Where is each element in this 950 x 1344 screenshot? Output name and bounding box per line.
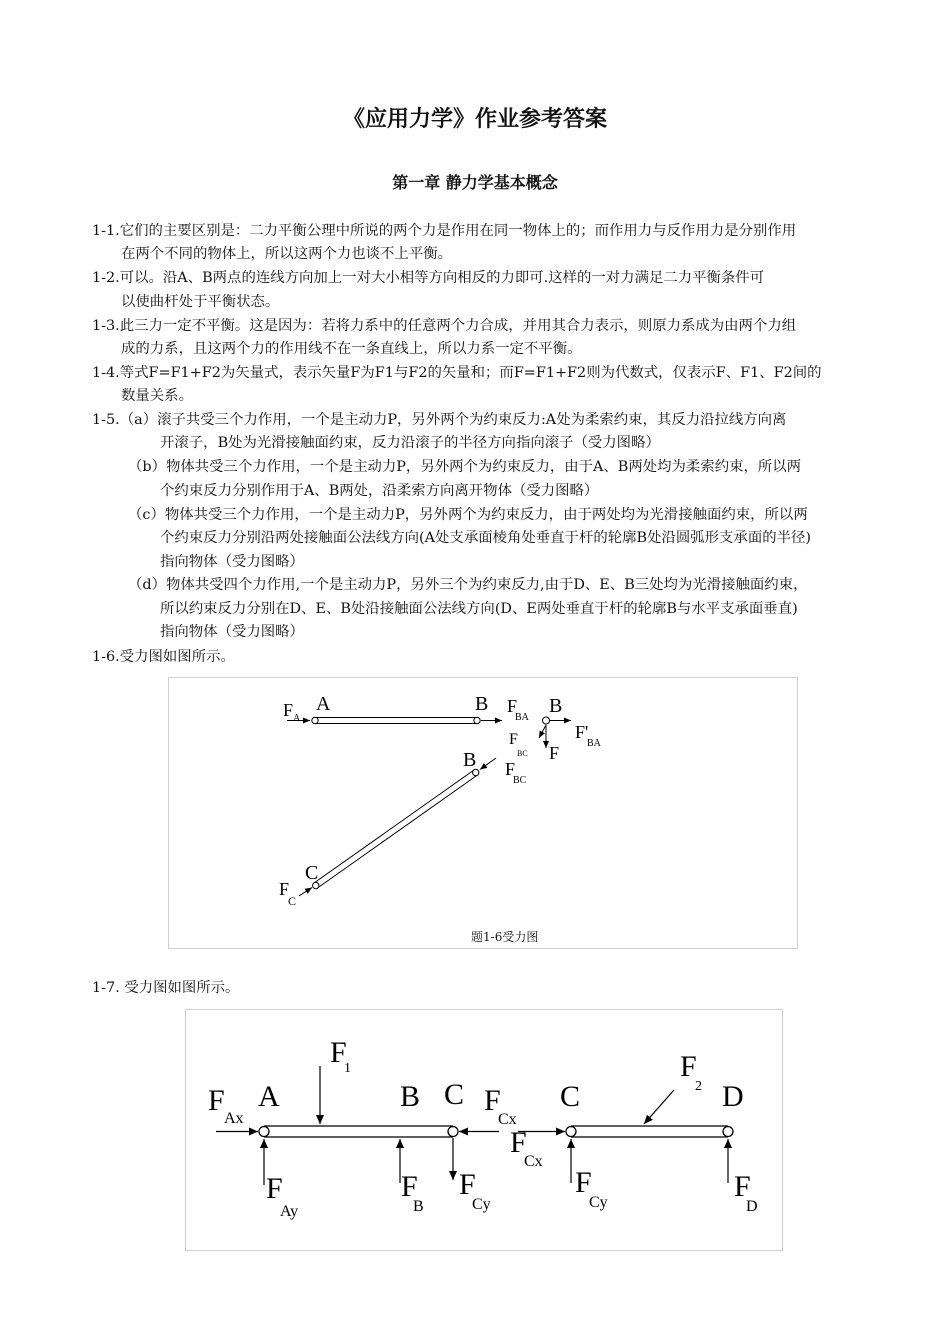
pin-b	[543, 717, 550, 724]
answer-1-5c-line-3: 指向物体（受力图略）	[160, 554, 304, 570]
force-f-label: F	[549, 743, 560, 763]
force-f2-subscript: 2	[695, 1079, 702, 1094]
force-fc-arrow	[299, 888, 312, 897]
force-fba-label: F	[507, 696, 518, 716]
force-fbc-small-label: F	[509, 731, 518, 748]
point-d-label: D	[722, 1080, 744, 1113]
force-fay-label: F	[266, 1172, 283, 1205]
figure-1-6-caption: 题1-6受力图	[471, 930, 539, 944]
point-b-label-2: B	[549, 695, 563, 717]
point-c-label-1: C	[444, 1078, 465, 1111]
force-fcy2-subscript: Cy	[589, 1194, 608, 1211]
force-fax-subscript: Ax	[224, 1110, 244, 1127]
force-fcx1-label: F	[484, 1084, 501, 1117]
force-fbc-small-arrow	[539, 725, 546, 738]
force-fd-subscript: D	[746, 1198, 758, 1215]
figure-1-7-frame	[185, 1009, 783, 1251]
force-f2-arrow	[644, 1090, 674, 1124]
figure-1-7-drawing	[186, 1010, 782, 1250]
answer-1-6-line: 1-6.受力图如图所示。	[92, 649, 235, 665]
point-b-label-3: B	[463, 749, 477, 771]
force-fc-label: F	[279, 879, 290, 899]
point-a-label: A	[258, 1080, 280, 1113]
force-fpba-label: F'	[575, 722, 589, 742]
rod-ab	[312, 717, 480, 723]
force-fay-subscript: Ay	[280, 1203, 299, 1220]
force-fa-subscript: A	[293, 713, 301, 724]
force-fc-subscript: C	[288, 894, 297, 908]
point-c-label-2: C	[560, 1080, 581, 1113]
answer-1-7-line: 1-7. 受力图如图所示。	[92, 980, 240, 996]
force-f1-label: F	[330, 1036, 347, 1069]
answer-1-3-line-1: 1-3.此三力一定不平衡。这是因为：若将力系中的任意两个力合成，并用其合力表示，则原力系成为由两个力组	[92, 318, 797, 334]
force-fcx2-subscript: Cx	[524, 1153, 543, 1170]
point-a-label: A	[316, 693, 331, 715]
answer-1-3-line-2: 成的力系，且这两个力的作用线不在一条直线上，所以力系一定不平衡。	[121, 341, 582, 357]
figure-1-6-drawing	[169, 678, 797, 948]
answer-1-2-line-2: 以使曲杆处于平衡状态。	[121, 294, 280, 310]
force-fa-label: F	[283, 700, 294, 720]
force-f1-subscript: 1	[344, 1061, 351, 1076]
force-fcy1-label: F	[459, 1168, 476, 1201]
rod-bc	[313, 769, 479, 888]
force-fcx2-label: F	[510, 1126, 527, 1159]
answer-1-4-line-2: 数量关系。	[121, 388, 193, 404]
point-b-label: B	[400, 1080, 421, 1113]
figure-1-6-frame	[168, 677, 798, 949]
force-fbc-subscript: BC	[513, 775, 527, 786]
force-fpba-subscript: BA	[587, 738, 601, 749]
answer-1-5c-line-1: （c）物体共受三个力作用，一个是主动力P，另外两个为约束反力，由于两处均为光滑接触面约束，所以两	[128, 507, 808, 523]
force-fbc-label: F	[505, 759, 516, 779]
force-f2-label: F	[680, 1050, 697, 1083]
answer-1-5a-line-2: 开滚子，B处为光滑接触面约束，反力沿滚子的半径方向指向滚子（受力图略）	[160, 435, 660, 451]
answer-1-5d-line-2: 所以约束反力分别在D、E、B处沿接触面公法线方向(D、E两处垂直于杆的轮廓B与水平支承面垂直)	[160, 601, 798, 617]
answer-1-5b-line-1: （b）物体共受三个力作用，一个是主动力P，另外两个为约束反力，由于A、B两处均为柔索约束，所以两	[128, 459, 802, 475]
beam-ac	[259, 1126, 458, 1137]
force-fb-label: F	[401, 1170, 418, 1203]
document-title: 《应用力学》作业参考答案	[342, 107, 607, 132]
force-fcy2-label: F	[575, 1166, 592, 1199]
force-fbc-small-subscript: BC	[517, 749, 528, 758]
force-fba-subscript: BA	[515, 712, 529, 723]
force-fax-label: F	[208, 1084, 225, 1117]
force-fb-subscript: B	[413, 1198, 424, 1215]
point-c-label: C	[305, 862, 319, 884]
beam-cd	[566, 1126, 733, 1137]
answer-1-5a-line-1: 1-5.（a）滚子共受三个力作用，一个是主动力P，另外两个为约束反力:A处为柔索约束，其反力沿拉线方向离	[92, 412, 787, 428]
answer-1-5b-line-2: 个约束反力分别作用于A、B两处，沿柔索方向离开物体（受力图略）	[160, 483, 599, 499]
answer-1-2-line-1: 1-2.可以。沿A、B两点的连线方向加上一对大小相等方向相反的力即可.这样的一对力满足二力平衡条件可	[92, 270, 765, 286]
point-b-label-1: B	[475, 693, 489, 715]
answer-1-5d-line-1: （d）物体共受四个力作用,一个是主动力P，另外三个为约束反力,由于D、E、B三处均为光滑接触面约束，	[128, 577, 808, 593]
force-fd-label: F	[734, 1170, 751, 1203]
answer-1-1-line-1: 1-1.它们的主要区别是：二力平衡公理中所说的两个力是作用在同一物体上的；而作用力与反作用力是分别作用	[92, 223, 797, 239]
answer-1-5c-line-2: 个约束反力分别沿两处接触面公法线方向(A处支承面棱角处垂直于杆的轮廓B处沿圆弧形支承面的半径)	[160, 530, 811, 546]
answer-1-4-line-1: 1-4.等式F=F1+F2为矢量式，表示矢量F为F1与F2的矢量和；而F=F1+F2则为代数式，仅表示F、F1、F2间的	[92, 365, 822, 381]
chapter-heading: 第一章 静力学基本概念	[392, 173, 558, 192]
force-fcx1-subscript: Cx	[498, 1111, 517, 1128]
answer-1-1-line-2: 在两个不同的物体上，所以这两个力也谈不上平衡。	[121, 246, 452, 262]
answer-1-5d-line-3: 指向物体（受力图略）	[160, 624, 304, 640]
force-fcy1-subscript: Cy	[472, 1196, 491, 1213]
force-fbc-arrow	[480, 758, 496, 770]
